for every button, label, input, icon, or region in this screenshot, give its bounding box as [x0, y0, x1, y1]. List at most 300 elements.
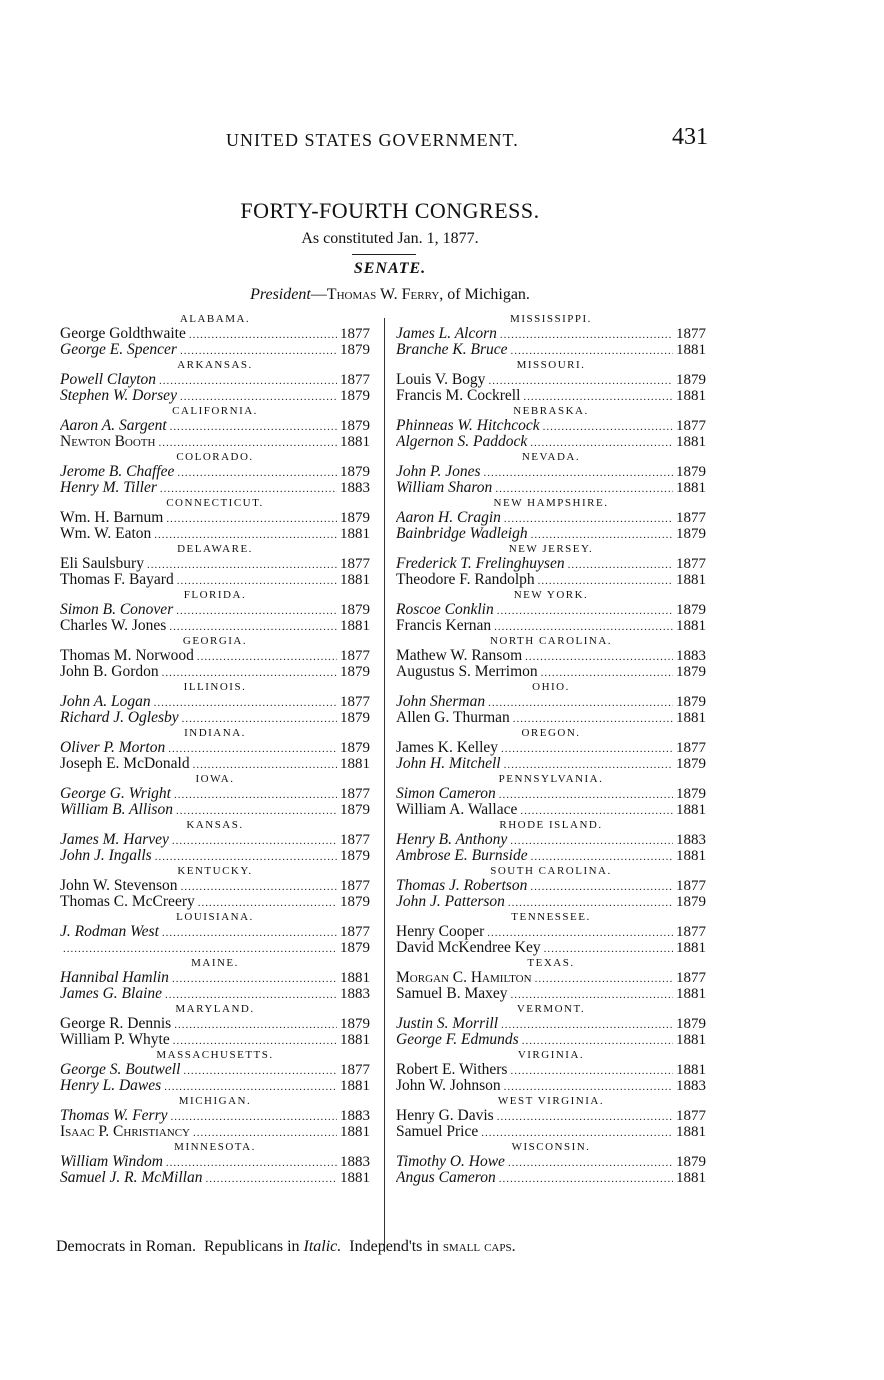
senator-name: James G. Blaine — [60, 986, 163, 1002]
dot-leader — [172, 971, 337, 986]
state-heading: NORTH CAROLINA. — [489, 635, 613, 647]
term-expiry-year: 1877 — [676, 924, 706, 940]
dot-leader — [154, 695, 337, 710]
dot-leader — [170, 419, 337, 434]
senator-row — [396, 894, 706, 910]
senator-name: John Sherman — [396, 694, 486, 710]
senator-name: Louis V. Bogy — [396, 372, 486, 388]
senator-name: William A. Wallace — [396, 802, 518, 818]
dot-leader — [504, 1079, 673, 1094]
dot-leader — [568, 557, 673, 572]
state-heading: TEXAS. — [527, 957, 575, 969]
dot-leader — [504, 511, 673, 526]
senator-name: Thomas C. McCreery — [60, 894, 195, 910]
dot-leader — [166, 1155, 337, 1170]
senator-row — [396, 418, 706, 434]
dot-leader — [497, 1109, 673, 1124]
term-expiry-year: 1881 — [676, 940, 706, 956]
senator-name: Justin S. Morrill — [396, 1016, 499, 1032]
senator-row — [60, 848, 370, 864]
senator-row — [396, 756, 706, 772]
term-expiry-year: 1881 — [340, 526, 370, 542]
senator-row — [60, 342, 370, 358]
senator-name: Roscoe Conklin — [396, 602, 494, 618]
state-heading: CONNECTICUT. — [166, 497, 264, 509]
senator-row — [60, 924, 370, 940]
term-expiry-year: 1877 — [340, 648, 370, 664]
dot-leader — [535, 971, 673, 986]
term-expiry-year: 1883 — [340, 986, 370, 1002]
term-expiry-year: 1877 — [676, 556, 706, 572]
senator-name: Robert E. Withers — [396, 1062, 508, 1078]
state-heading: OHIO. — [532, 681, 570, 693]
dot-leader — [169, 619, 337, 634]
dot-leader — [155, 849, 337, 864]
senator-name: William Windom — [60, 1154, 163, 1170]
state-heading: COLORADO. — [176, 451, 254, 463]
senator-name: Branche K. Bruce — [396, 342, 508, 358]
senator-name: John H. Mitchell — [396, 756, 501, 772]
dot-leader — [180, 343, 337, 358]
senator-row — [396, 1078, 706, 1094]
president-label: President — [250, 286, 311, 303]
state-heading: MICHIGAN. — [178, 1095, 252, 1107]
senator-row — [60, 388, 370, 404]
senator-name: George R. Dennis — [60, 1016, 172, 1032]
senator-name: John A. Logan — [60, 694, 151, 710]
senator-name: Henry M. Tiller — [60, 480, 157, 496]
president-line — [0, 286, 780, 304]
dot-leader — [180, 389, 337, 404]
dot-leader — [176, 803, 337, 818]
key-republicans-prefix: Republicans in — [203, 1238, 304, 1255]
senator-name: Francis Kernan — [396, 618, 492, 634]
senator-row — [396, 878, 706, 894]
senator-name: Simon Cameron — [396, 786, 496, 802]
dot-leader — [177, 573, 337, 588]
senator-row — [60, 418, 370, 434]
senator-name: Phinneas W. Hitchcock — [396, 418, 540, 434]
term-expiry-year: 1879 — [676, 1154, 706, 1170]
dot-leader — [182, 711, 337, 726]
senator-name: John W. Stevenson — [60, 878, 178, 894]
state-heading: MAINE. — [191, 957, 239, 969]
term-expiry-year: 1877 — [340, 372, 370, 388]
term-expiry-year: 1879 — [676, 372, 706, 388]
term-expiry-year: 1881 — [676, 848, 706, 864]
senator-row — [396, 480, 706, 496]
senator-row — [60, 1062, 370, 1078]
senator-row — [60, 756, 370, 772]
senator-name: John P. Jones — [396, 464, 481, 480]
state-heading: MARYLAND. — [175, 1003, 255, 1015]
state-heading: SOUTH CAROLINA. — [490, 865, 612, 877]
senator-name: Oliver P. Morton — [60, 740, 166, 756]
term-expiry-year: 1879 — [676, 1016, 706, 1032]
senator-row — [396, 342, 706, 358]
dot-leader — [513, 711, 673, 726]
president-suffix: , of Michigan. — [439, 286, 530, 303]
senator-name: Thomas W. Ferry — [60, 1108, 168, 1124]
term-expiry-year: 1879 — [340, 740, 370, 756]
senator-row — [60, 894, 370, 910]
senator-name: Joseph E. McDonald — [60, 756, 190, 772]
senator-name: Wm. H. Barnum — [60, 510, 164, 526]
dot-leader — [487, 925, 673, 940]
dot-leader — [499, 787, 673, 802]
dot-leader — [510, 1063, 673, 1078]
senator-row — [60, 618, 370, 634]
senator-name: Isaac P. Christiancy — [60, 1124, 190, 1140]
state-heading: DELAWARE. — [177, 543, 253, 555]
term-expiry-year: 1881 — [340, 572, 370, 588]
senator-row — [60, 372, 370, 388]
senator-name: Henry Cooper — [396, 924, 485, 940]
senator-row — [396, 602, 706, 618]
term-expiry-year: 1877 — [676, 510, 706, 526]
senator-row — [396, 326, 706, 342]
senator-name: Morgan C. Hamilton — [396, 970, 532, 986]
dot-leader — [504, 757, 673, 772]
senator-name: Aaron H. Cragin — [396, 510, 501, 526]
term-expiry-year: 1879 — [340, 388, 370, 404]
term-expiry-year: 1881 — [340, 970, 370, 986]
dot-leader — [174, 787, 337, 802]
term-expiry-year: 1877 — [340, 326, 370, 342]
dot-leader — [520, 803, 673, 818]
senator-name: William P. Whyte — [60, 1032, 170, 1048]
term-expiry-year: 1879 — [340, 510, 370, 526]
senator-row — [60, 664, 370, 680]
term-expiry-year: 1881 — [340, 1078, 370, 1094]
senator-name: John W. Johnson — [396, 1078, 501, 1094]
senator-name: George S. Boutwell — [60, 1062, 181, 1078]
state-heading: NEW JERSEY. — [508, 543, 594, 555]
senator-row — [396, 464, 706, 480]
dot-leader — [166, 511, 337, 526]
senator-row — [396, 526, 706, 542]
constituted-date: As constituted Jan. 1, 1877. — [301, 230, 479, 247]
senate-column-right — [396, 312, 706, 1186]
page-number: 431 — [672, 124, 708, 150]
term-expiry-year: 1881 — [676, 434, 706, 450]
term-expiry-year: 1881 — [340, 756, 370, 772]
senator-name: William B. Allison — [60, 802, 173, 818]
senator-row — [60, 464, 370, 480]
state-heading: INDIANA. — [184, 727, 246, 739]
term-expiry-year: 1879 — [340, 418, 370, 434]
dot-leader — [481, 1125, 673, 1140]
dot-leader — [525, 649, 673, 664]
senator-row — [60, 1170, 370, 1186]
senator-row — [60, 434, 370, 450]
dot-leader — [154, 527, 337, 542]
state-heading: ARKANSAS. — [177, 359, 253, 371]
term-expiry-year: 1877 — [676, 970, 706, 986]
state-heading: OREGON. — [521, 727, 581, 739]
senator-row — [396, 556, 706, 572]
state-heading: NEW HAMPSHIRE. — [493, 497, 609, 509]
term-expiry-year: 1879 — [676, 464, 706, 480]
dot-leader — [189, 327, 337, 342]
term-expiry-year: 1879 — [340, 464, 370, 480]
senator-name: Thomas M. Norwood — [60, 648, 194, 664]
senator-name: Eli Saulsbury — [60, 556, 144, 572]
term-expiry-year: 1877 — [676, 740, 706, 756]
dot-leader — [511, 987, 674, 1002]
senator-name: James M. Harvey — [60, 832, 169, 848]
term-expiry-year: 1877 — [676, 1108, 706, 1124]
dot-leader — [510, 343, 673, 358]
dot-leader — [530, 879, 673, 894]
senator-name: James K. Kelley — [396, 740, 499, 756]
dot-leader — [508, 1155, 673, 1170]
term-expiry-year: 1877 — [340, 556, 370, 572]
term-expiry-year: 1881 — [676, 1032, 706, 1048]
dot-leader — [523, 389, 673, 404]
state-heading: MISSOURI. — [516, 359, 586, 371]
senator-row — [396, 1108, 706, 1124]
senator-row — [60, 1108, 370, 1124]
dot-leader — [495, 481, 673, 496]
term-expiry-year: 1879 — [676, 526, 706, 542]
dot-leader — [177, 465, 337, 480]
senator-name: Samuel B. Maxey — [396, 986, 508, 1002]
senator-row — [60, 510, 370, 526]
dot-leader — [197, 649, 337, 664]
senator-name: Jerome B. Chaffee — [60, 464, 175, 480]
senator-row — [396, 710, 706, 726]
senator-name: Stephen W. Dorsey — [60, 388, 177, 404]
key-independents-style: small caps. — [442, 1238, 516, 1255]
senator-name: George Goldthwaite — [60, 326, 186, 342]
senator-row — [396, 1062, 706, 1078]
term-expiry-year: 1879 — [340, 710, 370, 726]
senator-row — [60, 710, 370, 726]
state-heading: MASSACHUSETTS. — [156, 1049, 274, 1061]
senator-row — [396, 372, 706, 388]
senator-row — [60, 648, 370, 664]
senator-name: James L. Alcorn — [396, 326, 497, 342]
term-expiry-year: 1881 — [340, 1124, 370, 1140]
term-expiry-year: 1879 — [340, 342, 370, 358]
senator-row — [396, 802, 706, 818]
senator-name: Timothy O. Howe — [396, 1154, 505, 1170]
dot-leader — [488, 695, 673, 710]
term-expiry-year: 1881 — [340, 1032, 370, 1048]
dot-leader — [531, 849, 673, 864]
senator-row — [396, 848, 706, 864]
senator-name: Henry G. Davis — [396, 1108, 494, 1124]
senator-row — [60, 326, 370, 342]
senator-name: Powell Clayton — [60, 372, 157, 388]
term-expiry-year: 1877 — [340, 1062, 370, 1078]
term-expiry-year: 1879 — [676, 786, 706, 802]
state-heading: TENNESSEE. — [511, 911, 591, 923]
term-expiry-year: 1881 — [676, 1062, 706, 1078]
congress-title: FORTY-FOURTH CONGRESS. — [240, 198, 540, 223]
dot-leader — [499, 1171, 673, 1186]
term-expiry-year: 1881 — [340, 1170, 370, 1186]
senator-name: Frederick T. Frelinghuysen — [396, 556, 565, 572]
president-dash: — — [310, 286, 327, 303]
senator-name: Richard J. Oglesby — [60, 710, 179, 726]
senator-name: Hannibal Hamlin — [60, 970, 169, 986]
senator-name: Angus Cameron — [396, 1170, 496, 1186]
dot-leader — [164, 1079, 337, 1094]
senator-row — [60, 786, 370, 802]
term-expiry-year: 1879 — [676, 756, 706, 772]
term-expiry-year: 1877 — [340, 878, 370, 894]
party-key — [56, 1238, 756, 1256]
term-expiry-year: 1883 — [676, 648, 706, 664]
senator-row — [396, 388, 706, 404]
dot-leader — [508, 895, 673, 910]
senator-row — [396, 940, 706, 956]
dot-leader — [162, 925, 337, 940]
senate-column-left — [60, 312, 370, 1186]
senator-name: Augustus S. Merrimon — [396, 664, 538, 680]
dot-leader — [494, 619, 673, 634]
senator-name: David McKendree Key — [396, 940, 541, 956]
dot-leader — [160, 481, 337, 496]
dot-leader — [488, 373, 673, 388]
term-expiry-year: 1881 — [676, 1170, 706, 1186]
state-heading: ALABAMA. — [179, 313, 251, 325]
senator-name: John J. Ingalls — [60, 848, 152, 864]
senator-name: John B. Gordon — [60, 664, 159, 680]
dot-leader — [544, 941, 673, 956]
senator-name: Thomas F. Bayard — [60, 572, 174, 588]
dot-leader — [198, 895, 337, 910]
senator-row — [60, 878, 370, 894]
state-heading: PENNSYLVANIA. — [498, 773, 604, 785]
dot-leader — [193, 757, 337, 772]
senator-name: George E. Spencer — [60, 342, 177, 358]
state-heading: ILLINOIS. — [183, 681, 247, 693]
senator-row — [60, 526, 370, 542]
senator-row — [60, 572, 370, 588]
senator-name: Mathew W. Ransom — [396, 648, 523, 664]
term-expiry-year: 1879 — [676, 694, 706, 710]
term-expiry-year: 1879 — [340, 894, 370, 910]
term-expiry-year: 1883 — [676, 1078, 706, 1094]
senator-name: George G. Wright — [60, 786, 171, 802]
senator-row — [396, 1124, 706, 1140]
state-heading: NEW YORK. — [513, 589, 589, 601]
senator-row — [396, 1154, 706, 1170]
senator-name: Samuel Price — [396, 1124, 479, 1140]
chamber-label: SENATE. — [353, 260, 427, 277]
senator-row — [396, 664, 706, 680]
senator-row — [396, 618, 706, 634]
senator-name: Charles W. Jones — [60, 618, 167, 634]
term-expiry-year: 1879 — [340, 940, 370, 956]
term-expiry-year: 1881 — [340, 434, 370, 450]
state-heading: VIRGINIA. — [517, 1049, 585, 1061]
term-expiry-year: 1881 — [676, 618, 706, 634]
column-divider — [384, 318, 385, 1252]
senator-row — [60, 740, 370, 756]
dot-leader — [501, 1017, 673, 1032]
state-heading: WEST VIRGINIA. — [497, 1095, 605, 1107]
senator-row — [396, 1016, 706, 1032]
senator-row — [60, 556, 370, 572]
senator-row — [60, 694, 370, 710]
dot-leader — [181, 879, 337, 894]
dot-leader — [538, 573, 673, 588]
dot-leader — [183, 1063, 337, 1078]
term-expiry-year: 1879 — [340, 848, 370, 864]
senator-row — [60, 832, 370, 848]
term-expiry-year: 1877 — [340, 694, 370, 710]
senator-name: George F. Edmunds — [396, 1032, 519, 1048]
dot-leader — [172, 833, 337, 848]
key-democrats: Democrats in Roman. — [56, 1238, 196, 1255]
state-heading: MISSISSIPPI. — [510, 313, 592, 325]
dot-leader — [541, 665, 673, 680]
state-heading: GEORGIA. — [182, 635, 248, 647]
term-expiry-year: 1877 — [340, 832, 370, 848]
senator-name: Henry B. Anthony — [396, 832, 508, 848]
dot-leader — [162, 665, 337, 680]
term-expiry-year: 1879 — [340, 664, 370, 680]
dot-leader — [171, 1109, 337, 1124]
dot-leader — [173, 1033, 337, 1048]
chamber-heading — [0, 260, 780, 278]
senator-name: John J. Patterson — [396, 894, 505, 910]
senator-name: Ambrose E. Burnside — [396, 848, 528, 864]
senator-name: Newton Booth — [60, 434, 156, 450]
senator-row — [60, 602, 370, 618]
senator-row — [60, 970, 370, 986]
term-expiry-year: 1881 — [676, 710, 706, 726]
key-republicans-style: Italic. — [303, 1238, 342, 1255]
dot-leader — [174, 1017, 337, 1032]
president-name: Thomas W. Ferry — [326, 286, 440, 303]
senator-name: Francis M. Cockrell — [396, 388, 521, 404]
term-expiry-year: 1879 — [676, 894, 706, 910]
state-heading: LOUISIANA. — [176, 911, 254, 923]
senator-name: William Sharon — [396, 480, 493, 496]
dot-leader — [510, 833, 673, 848]
state-heading: WISCONSIN. — [511, 1141, 591, 1153]
senator-row — [60, 1032, 370, 1048]
dot-leader — [165, 987, 337, 1002]
dot-leader — [484, 465, 673, 480]
state-heading: NEVADA. — [521, 451, 581, 463]
heading-rule — [352, 254, 416, 255]
term-expiry-year: 1877 — [676, 878, 706, 894]
senator-row — [60, 940, 370, 956]
term-expiry-year: 1879 — [676, 602, 706, 618]
senator-row — [396, 786, 706, 802]
senator-row — [396, 1170, 706, 1186]
senator-row — [396, 832, 706, 848]
dot-leader — [168, 741, 337, 756]
term-expiry-year: 1879 — [340, 602, 370, 618]
dot-leader — [205, 1171, 337, 1186]
dot-leader — [159, 373, 337, 388]
senator-row — [60, 1124, 370, 1140]
dot-leader — [522, 1033, 673, 1048]
senator-name: Samuel J. R. McMillan — [60, 1170, 203, 1186]
term-expiry-year: 1877 — [340, 786, 370, 802]
term-expiry-year: 1883 — [340, 480, 370, 496]
term-expiry-year: 1877 — [676, 326, 706, 342]
term-expiry-year: 1881 — [676, 572, 706, 588]
dot-leader — [497, 603, 673, 618]
